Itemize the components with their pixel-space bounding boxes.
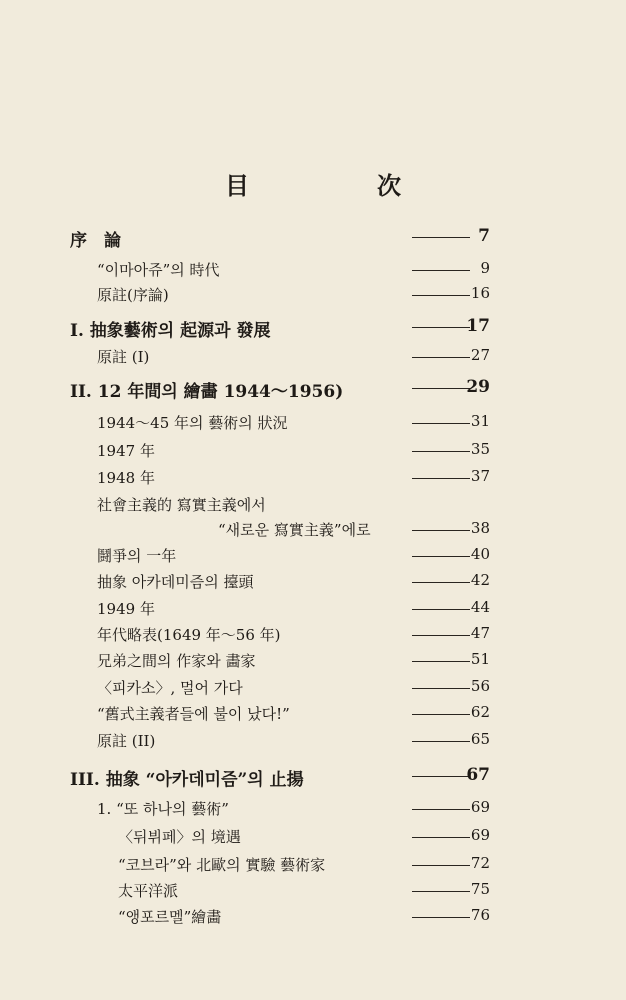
toc-page-number: 7 (478, 226, 490, 246)
toc-entry (97, 624, 490, 646)
toc-entry-label: 社會主義的 寫實主義에서 (97, 496, 266, 514)
toc-page-number: 75 (470, 880, 490, 898)
toc-page-number: 37 (470, 467, 490, 485)
toc-entry (70, 765, 490, 790)
toc-entry (218, 519, 490, 541)
toc-entry-label: 1949 年 (97, 600, 155, 618)
toc-entry (118, 826, 490, 848)
toc-entry (97, 545, 490, 567)
toc-entry-label: 1947 年 (97, 442, 155, 460)
toc-entry-label: 原註(序論) (97, 286, 169, 304)
toc-entry (70, 377, 490, 402)
toc-entry-label: 1948 年 (97, 469, 155, 487)
toc-entry (97, 730, 490, 752)
toc-page-number: 42 (470, 571, 490, 589)
toc-entry-label: I. 抽象藝術의 起源과 發展 (70, 321, 271, 341)
toc-entry (97, 346, 490, 368)
toc-entry-label: “앵포르멜”繪畵 (118, 908, 222, 926)
page-title: 目 次 (225, 171, 453, 200)
toc-page-number: 72 (470, 854, 490, 872)
toc-entry-label: 抽象 아카데미즘의 擡頭 (97, 573, 254, 591)
toc-entry (118, 854, 490, 876)
toc-page-number: 56 (470, 677, 490, 695)
toc-page-number: 44 (470, 598, 490, 616)
toc-page-number: 65 (470, 730, 490, 748)
toc-entry (97, 650, 490, 672)
toc-entry (97, 598, 490, 620)
toc-entry (97, 284, 490, 306)
toc-entry (70, 316, 490, 341)
toc-entry (97, 412, 490, 434)
toc-entry-label: 原註 (II) (97, 732, 156, 750)
toc-entry (118, 880, 490, 902)
toc-page-number: 27 (470, 346, 490, 364)
toc-entry (70, 226, 490, 251)
toc-entry-label: “이마아쥬”의 時代 (97, 261, 220, 279)
toc-page-number: 35 (470, 440, 490, 458)
toc-entry-label: 〈피카소〉, 멀어 가다 (97, 679, 243, 697)
toc-entry-label: 1944～45 年의 藝術의 狀況 (97, 414, 288, 432)
toc-page-number: 47 (470, 624, 490, 642)
toc-page-number: 40 (470, 545, 490, 563)
toc-entry (97, 798, 490, 820)
toc-page-number: 51 (470, 650, 490, 668)
toc-entry (97, 571, 490, 593)
toc-page-number: 62 (470, 703, 490, 721)
toc-page-number: 9 (480, 259, 490, 277)
toc-entry (97, 440, 490, 462)
toc-page-number: 17 (466, 316, 490, 336)
toc-entry-label: 1. “또 하나의 藝術” (97, 800, 229, 818)
toc-page-number: 76 (470, 906, 490, 924)
toc-entry-label: 年代略表(1649 年～56 年) (97, 626, 281, 644)
toc-page-number: 16 (470, 284, 490, 302)
toc-entry (97, 467, 490, 489)
toc-entry-label: 原註 (I) (97, 348, 150, 366)
toc-entry-label: “舊式主義者들에 불이 났다!” (97, 705, 290, 723)
toc-entry (97, 703, 490, 725)
toc-page-number: 67 (466, 765, 490, 785)
toc-page-number: 69 (470, 826, 490, 844)
toc-entry-label: 兄弟之間의 作家와 畵家 (97, 652, 256, 670)
toc-entry-label: 鬪爭의 一年 (97, 547, 177, 565)
toc-entry-label: II. 12 年間의 繪畵 1944～1956) (70, 382, 344, 402)
toc-entry (97, 494, 490, 516)
toc-entry-label: “새로운 寫實主義”에로 (218, 521, 371, 539)
toc-page-number: 69 (470, 798, 490, 816)
toc-entry (97, 677, 490, 699)
toc-entry-label: “코브라”와 北歐의 實驗 藝術家 (118, 856, 326, 874)
toc-entry-label: 序 論 (70, 231, 121, 251)
toc-page-number: 38 (470, 519, 490, 537)
toc-entry-label: 太平洋派 (118, 882, 179, 900)
toc-entry (97, 259, 490, 281)
toc-entry-label: III. 抽象 “아카데미즘”의 止揚 (70, 770, 304, 790)
toc-page-number: 31 (470, 412, 490, 430)
toc-entry-label: 〈뒤뷔페〉의 境遇 (118, 828, 241, 846)
toc-entry (118, 906, 490, 928)
toc-page-number: 29 (466, 377, 490, 397)
